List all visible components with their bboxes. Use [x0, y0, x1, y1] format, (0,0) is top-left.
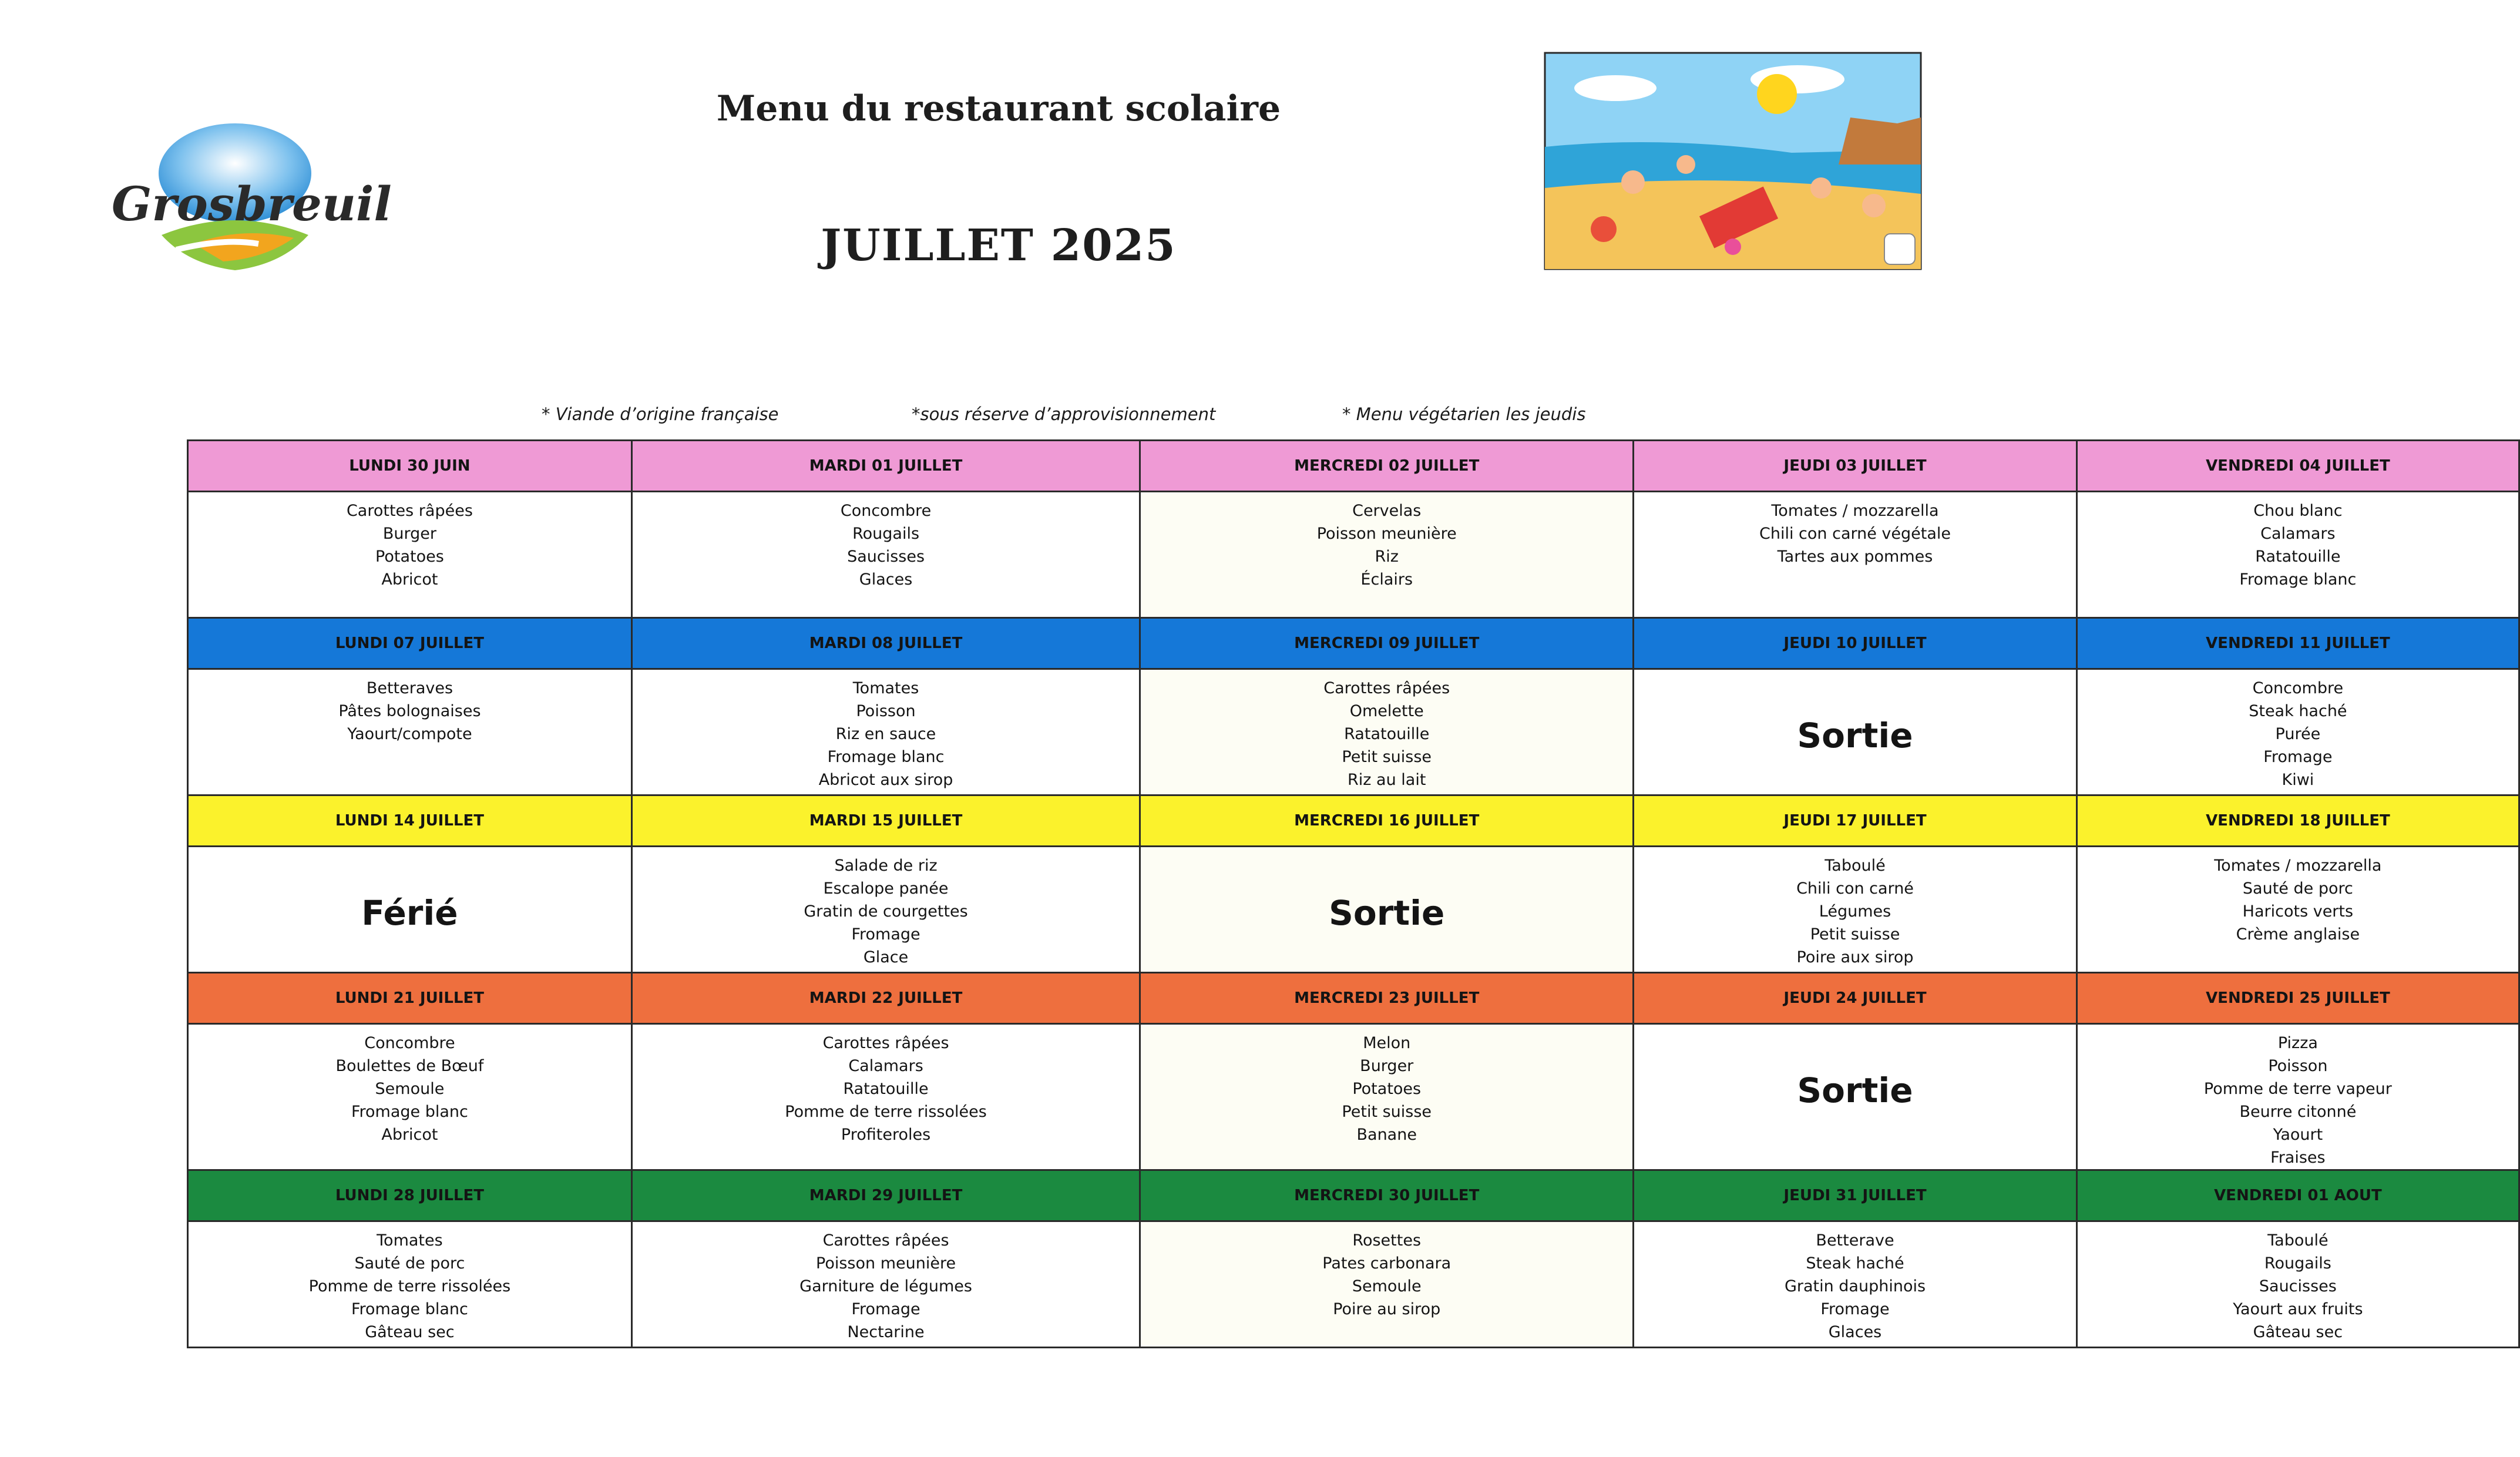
menu-dish: Tomates — [852, 679, 919, 697]
menu-dish: Abricot aux sirop — [818, 771, 953, 789]
week-menu-row — [188, 847, 2519, 973]
menu-dish: Calamars — [2260, 525, 2336, 543]
day-header: MARDI 15 JUILLET — [631, 795, 1140, 847]
menu-dish: Concombre — [840, 502, 932, 520]
note-vegetarian: * Menu végétarien les jeudis — [1342, 404, 1586, 424]
menu-dish: Rougails — [2264, 1254, 2331, 1273]
day-menu-cell — [1140, 669, 1634, 795]
menu-dish: Rosettes — [1352, 1231, 1422, 1250]
menu-dish: Steak haché — [1806, 1254, 1904, 1273]
menu-dish: Kiwi — [2282, 771, 2314, 789]
menu-dish: Salade de riz — [834, 857, 938, 875]
menu-dish: Fraises — [2270, 1149, 2326, 1167]
day-special-label: Sortie — [1797, 1070, 1913, 1110]
menu-dish: Pomme de terre rissolées — [785, 1103, 987, 1121]
menu-dish: Ratatouille — [2255, 548, 2341, 566]
menu-dish: Poisson meunière — [816, 1254, 956, 1273]
menu-dish: Fromage — [851, 1300, 920, 1318]
menu-dish: Betteraves — [366, 679, 453, 697]
day-header: VENDREDI 25 JUILLET — [2077, 973, 2519, 1024]
menu-dish: Gâteau sec — [2253, 1323, 2343, 1341]
day-menu-cell — [631, 492, 1140, 618]
menu-dish: Ratatouille — [843, 1080, 929, 1098]
menu-dish: Glaces — [859, 570, 913, 589]
day-menu-cell — [2077, 1024, 2519, 1170]
menu-dish: Concombre — [2252, 679, 2344, 697]
day-header: MERCREDI 16 JUILLET — [1140, 795, 1634, 847]
day-header: MERCREDI 23 JUILLET — [1140, 973, 1634, 1024]
week-header-row — [188, 618, 2519, 669]
menu-dish: Glaces — [1828, 1323, 1882, 1341]
menu-dish: Rougails — [852, 525, 920, 543]
menu-dish: Fromage blanc — [351, 1103, 468, 1121]
beach-illustration — [1545, 53, 1921, 269]
menu-dish: Nectarine — [847, 1323, 925, 1341]
menu-dish: Abricot — [381, 570, 438, 589]
day-menu-cell — [188, 847, 632, 973]
menu-dish: Concombre — [364, 1034, 455, 1052]
menu-dish: Chili con carné végétale — [1759, 525, 1951, 543]
logo-text: Grosbreuil — [112, 176, 392, 231]
day-menu-cell — [188, 669, 632, 795]
day-menu-cell — [1140, 492, 1634, 618]
day-menu-cell — [1634, 847, 2077, 973]
menu-dish: Potatoes — [1352, 1080, 1422, 1098]
week-header-row — [188, 441, 2519, 492]
day-header: VENDREDI 18 JUILLET — [2077, 795, 2519, 847]
menu-dish: Abricot — [381, 1126, 438, 1144]
day-menu-cell — [1634, 669, 2077, 795]
menu-dish: Boulettes de Bœuf — [335, 1057, 484, 1075]
menu-dish: Carottes râpées — [822, 1034, 949, 1052]
menu-dish: Fromage — [2263, 748, 2333, 766]
day-menu-cell — [2077, 1221, 2519, 1348]
page-title: Menu du restaurant scolaire — [716, 88, 1281, 129]
menu-dish: Carottes râpées — [822, 1231, 949, 1250]
menu-dish: Chou blanc — [2253, 502, 2343, 520]
menu-dish: Poire au sirop — [1333, 1300, 1441, 1318]
week-menu-row — [188, 1221, 2519, 1348]
week-header-row — [188, 795, 2519, 847]
menu-dish: Gratin dauphinois — [1784, 1277, 1926, 1295]
menu-dish: Fromage blanc — [827, 748, 945, 766]
menu-dish: Betterave — [1816, 1231, 1894, 1250]
menu-dish: Cervelas — [1352, 502, 1422, 520]
menu-dish: Crème anglaise — [2236, 925, 2360, 944]
day-special-label: Sortie — [1797, 716, 1913, 756]
menu-dish: Éclairs — [1360, 570, 1413, 589]
menu-dish: Saucisses — [2259, 1277, 2337, 1295]
menu-dish: Tomates / mozzarella — [2214, 857, 2382, 875]
menu-dish: Yaourt aux fruits — [2233, 1300, 2363, 1318]
menu-dish: Burger — [1360, 1057, 1414, 1075]
menu-dish: Glace — [863, 948, 909, 966]
menu-dish: Yaourt/compote — [347, 725, 472, 743]
menu-dish: Tartes aux pommes — [1777, 548, 1933, 566]
day-menu-cell — [631, 1221, 1140, 1348]
week-menu-row — [188, 1024, 2519, 1170]
day-menu-cell — [2077, 847, 2519, 973]
menu-dish: Saucisses — [847, 548, 925, 566]
week-menu-row — [188, 669, 2519, 795]
day-header: MARDI 22 JUILLET — [631, 973, 1140, 1024]
day-menu-cell — [188, 1024, 632, 1170]
day-header: LUNDI 14 JUILLET — [188, 795, 632, 847]
menu-dish: Riz — [1375, 548, 1399, 566]
note-meat-origin: * Viande d’origine française — [542, 404, 779, 424]
day-menu-cell — [631, 669, 1140, 795]
menu-dish: Yaourt — [2273, 1126, 2323, 1144]
day-menu-cell — [1634, 492, 2077, 618]
week-header-row — [188, 973, 2519, 1024]
day-header: MERCREDI 30 JUILLET — [1140, 1170, 1634, 1221]
menu-dish: Escalope panée — [823, 879, 949, 898]
menu-dish: Riz en sauce — [835, 725, 936, 743]
day-header: VENDREDI 01 AOUT — [2077, 1170, 2519, 1221]
menu-dish: Calamars — [848, 1057, 923, 1075]
menu-dish: Poisson meunière — [1316, 525, 1457, 543]
menu-dish: Sauté de porc — [2242, 879, 2353, 898]
menu-dish: Petit suisse — [1342, 748, 1432, 766]
day-menu-cell — [1634, 1221, 2077, 1348]
menu-dish: Pomme de terre vapeur — [2203, 1080, 2392, 1098]
menu-dish: Semoule — [1352, 1277, 1422, 1295]
menu-dish: Haricots verts — [2242, 902, 2354, 921]
month-title: JUILLET 2025 — [821, 220, 1177, 271]
day-header: MERCREDI 02 JUILLET — [1140, 441, 1634, 492]
note-supply: *sous réserve d’approvisionnement — [912, 404, 1216, 424]
menu-dish: Taboulé — [2267, 1231, 2329, 1250]
menu-dish: Légumes — [1819, 902, 1891, 921]
menu-dish: Fromage blanc — [2239, 570, 2357, 589]
day-menu-cell — [188, 492, 632, 618]
menu-dish: Burger — [382, 525, 436, 543]
menu-dish: Carottes râpées — [1323, 679, 1450, 697]
menu-dish: Poire aux sirop — [1796, 948, 1914, 966]
menu-dish: Fromage blanc — [351, 1300, 468, 1318]
menu-dish: Tomates / mozzarella — [1771, 502, 1939, 520]
day-header: JEUDI 24 JUILLET — [1634, 973, 2077, 1024]
menu-dish: Steak haché — [2249, 702, 2347, 720]
day-header: JEUDI 03 JUILLET — [1634, 441, 2077, 492]
menu-dish: Gratin de courgettes — [804, 902, 968, 921]
day-menu-cell — [2077, 492, 2519, 618]
menu-dish: Ratatouille — [1344, 725, 1430, 743]
day-header: LUNDI 28 JUILLET — [188, 1170, 632, 1221]
menu-dish: Riz au lait — [1348, 771, 1426, 789]
menu-dish: Sauté de porc — [354, 1254, 465, 1273]
menu-dish: Chili con carné — [1796, 879, 1914, 898]
day-menu-cell — [631, 1024, 1140, 1170]
day-menu-cell — [631, 847, 1140, 973]
day-header: JEUDI 10 JUILLET — [1634, 618, 2077, 669]
menu-dish: Pizza — [2277, 1034, 2318, 1052]
week-menu-row — [188, 492, 2519, 618]
menu-dish: Semoule — [375, 1080, 445, 1098]
menu-dish: Garniture de légumes — [799, 1277, 972, 1295]
day-header: MARDI 08 JUILLET — [631, 618, 1140, 669]
menu-dish: Pâtes bolognaises — [338, 702, 481, 720]
menu-dish: Purée — [2275, 725, 2321, 743]
menu-dish: Poisson — [2268, 1057, 2328, 1075]
day-header: VENDREDI 11 JUILLET — [2077, 618, 2519, 669]
menu-dish: Melon — [1363, 1034, 1411, 1052]
day-header: LUNDI 30 JUIN — [188, 441, 632, 492]
menu-dish: Taboulé — [1825, 857, 1886, 875]
menu-dish: Gâteau sec — [365, 1323, 455, 1341]
day-menu-cell — [188, 1221, 632, 1348]
day-menu-cell — [1140, 1221, 1634, 1348]
menu-dish: Potatoes — [375, 548, 444, 566]
menu-dish: Petit suisse — [1810, 925, 1900, 944]
menu-dish: Tomates — [377, 1231, 443, 1250]
menu-dish: Beurre citonné — [2239, 1103, 2357, 1121]
menu-dish: Petit suisse — [1342, 1103, 1432, 1121]
day-menu-cell — [1634, 1024, 2077, 1170]
day-special-label: Férié — [361, 893, 458, 933]
day-header: JEUDI 17 JUILLET — [1634, 795, 2077, 847]
day-menu-cell — [2077, 669, 2519, 795]
day-menu-cell — [1140, 847, 1634, 973]
day-header: JEUDI 31 JUILLET — [1634, 1170, 2077, 1221]
menu-dish: Banane — [1356, 1126, 1417, 1144]
menu-dish: Pomme de terre rissolées — [308, 1277, 511, 1295]
menu-dish: Omelette — [1349, 702, 1424, 720]
day-special-label: Sortie — [1329, 893, 1445, 933]
week-header-row — [188, 1170, 2519, 1221]
menu-dish: Carottes râpées — [346, 502, 473, 520]
menu-dish: Profiteroles — [841, 1126, 931, 1144]
menu-dish: Poisson — [856, 702, 916, 720]
day-menu-cell — [1140, 1024, 1634, 1170]
day-header: LUNDI 07 JUILLET — [188, 618, 632, 669]
menu-dish: Fromage — [851, 925, 920, 944]
day-header: VENDREDI 04 JUILLET — [2077, 441, 2519, 492]
menu-dish: Pates carbonara — [1322, 1254, 1451, 1273]
day-header: MERCREDI 09 JUILLET — [1140, 618, 1634, 669]
day-header: MARDI 01 JUILLET — [631, 441, 1140, 492]
menu-dish: Fromage — [1820, 1300, 1890, 1318]
menu-grid — [187, 439, 2520, 1348]
day-header: MARDI 29 JUILLET — [631, 1170, 1140, 1221]
day-header: LUNDI 21 JUILLET — [188, 973, 632, 1024]
